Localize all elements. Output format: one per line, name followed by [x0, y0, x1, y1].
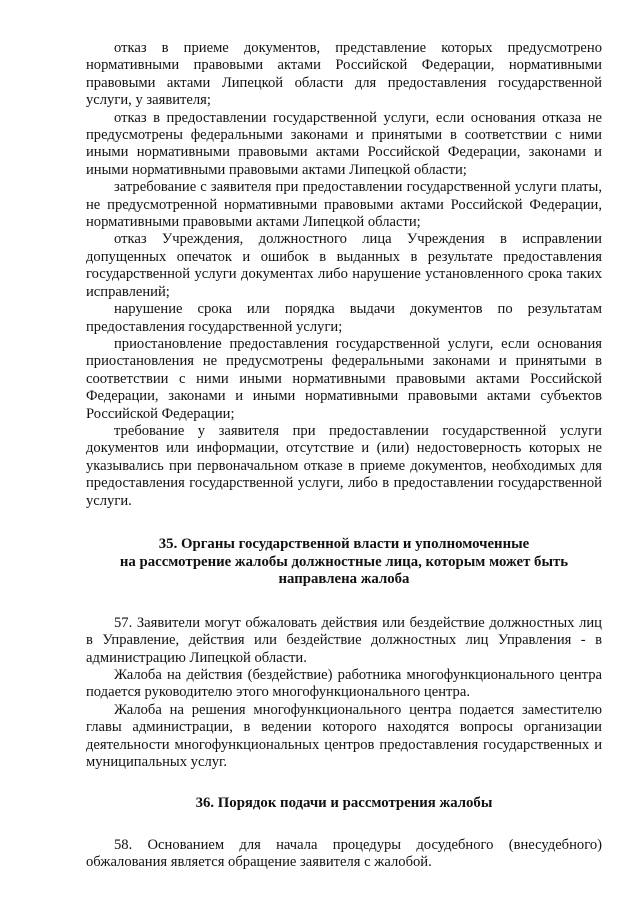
section-35-heading-line-2: на рассмотрение жалобы должностные лица, которым может быть: [119, 553, 569, 570]
section-35-heading-line-1: 35. Органы государственной власти и уполномоченные: [158, 535, 530, 552]
section-35-paragraph: Жалоба на решения многофункционального центра подается заместителю главы администрации, в ведении которого находятся вопросы организации деятельности многофункциональных центров предоставления государственных и муниципальных услуг.: [86, 701, 602, 770]
section-35-heading: [86, 536, 602, 589]
list-item: нарушение срока или порядка выдачи документов по результатам предоставления государственной услуги;: [86, 301, 602, 335]
section-36-heading: 36. Порядок подачи и рассмотрения жалобы: [195, 795, 493, 812]
section-35-paragraph: 57. Заявители могут обжаловать действия или бездействие должностных лиц в Управление, действия или бездействие должностных лиц Управления - в администрацию Липецкой области.: [86, 614, 602, 666]
list-item: отказ в предоставлении государственной услуги, если основания отказа не предусмотрены федеральными законами и принятыми в соответствии с ними иными нормативными правовыми актами Российской Федерации, законами и иными нормативными правовыми актами Липецкой области;: [86, 109, 602, 178]
document-page: [86, 40, 602, 872]
list-item: затребование с заявителя при предоставлении государственной услуги платы, не предусмотренной нормативными правовыми актами Российской Федерации, нормативными правовыми актами Липецкой области;: [86, 179, 602, 231]
list-item: требование у заявителя при предоставлении государственной услуги документов или информации, отсутствие и (или) недостоверность которых не указывались при первоначальном отказе в приеме документов, необходимых для предоставления государственной услуги, либо в предоставлении государственной услуги.: [86, 422, 602, 509]
section-35-paragraph: Жалоба на действия (бездействие) работника многофункционального центра подается руководителю этого многофункционального центра.: [86, 666, 602, 701]
section-36-paragraph: 58. Основанием для начала процедуры досудебного (внесудебного) обжалования является обращение заявителя с жалобой.: [86, 837, 602, 871]
section-35-heading-line-3: направлена жалоба: [278, 571, 410, 588]
list-item: приостановление предоставления государственной услуги, если основания приостановления не предусмотрены федеральными законами и принятыми в соответствии с ними иными нормативными правовыми актами Российской Федерации, законами и иными нормативными правовыми актами субъектов Российской Федерации;: [86, 335, 602, 422]
list-item: отказ Учреждения, должностного лица Учреждения в исправлении допущенных опечаток и ошибок в выданных в результате предоставления государственной услуги документах либо нарушение установленного срока таких исправлений;: [86, 231, 602, 300]
list-item: отказ в приеме документов, представление которых предусмотрено нормативными правовыми актами Российской Федерации, нормативными правовыми актами Липецкой области для предоставления государственной услуги, у заявителя;: [86, 40, 602, 109]
